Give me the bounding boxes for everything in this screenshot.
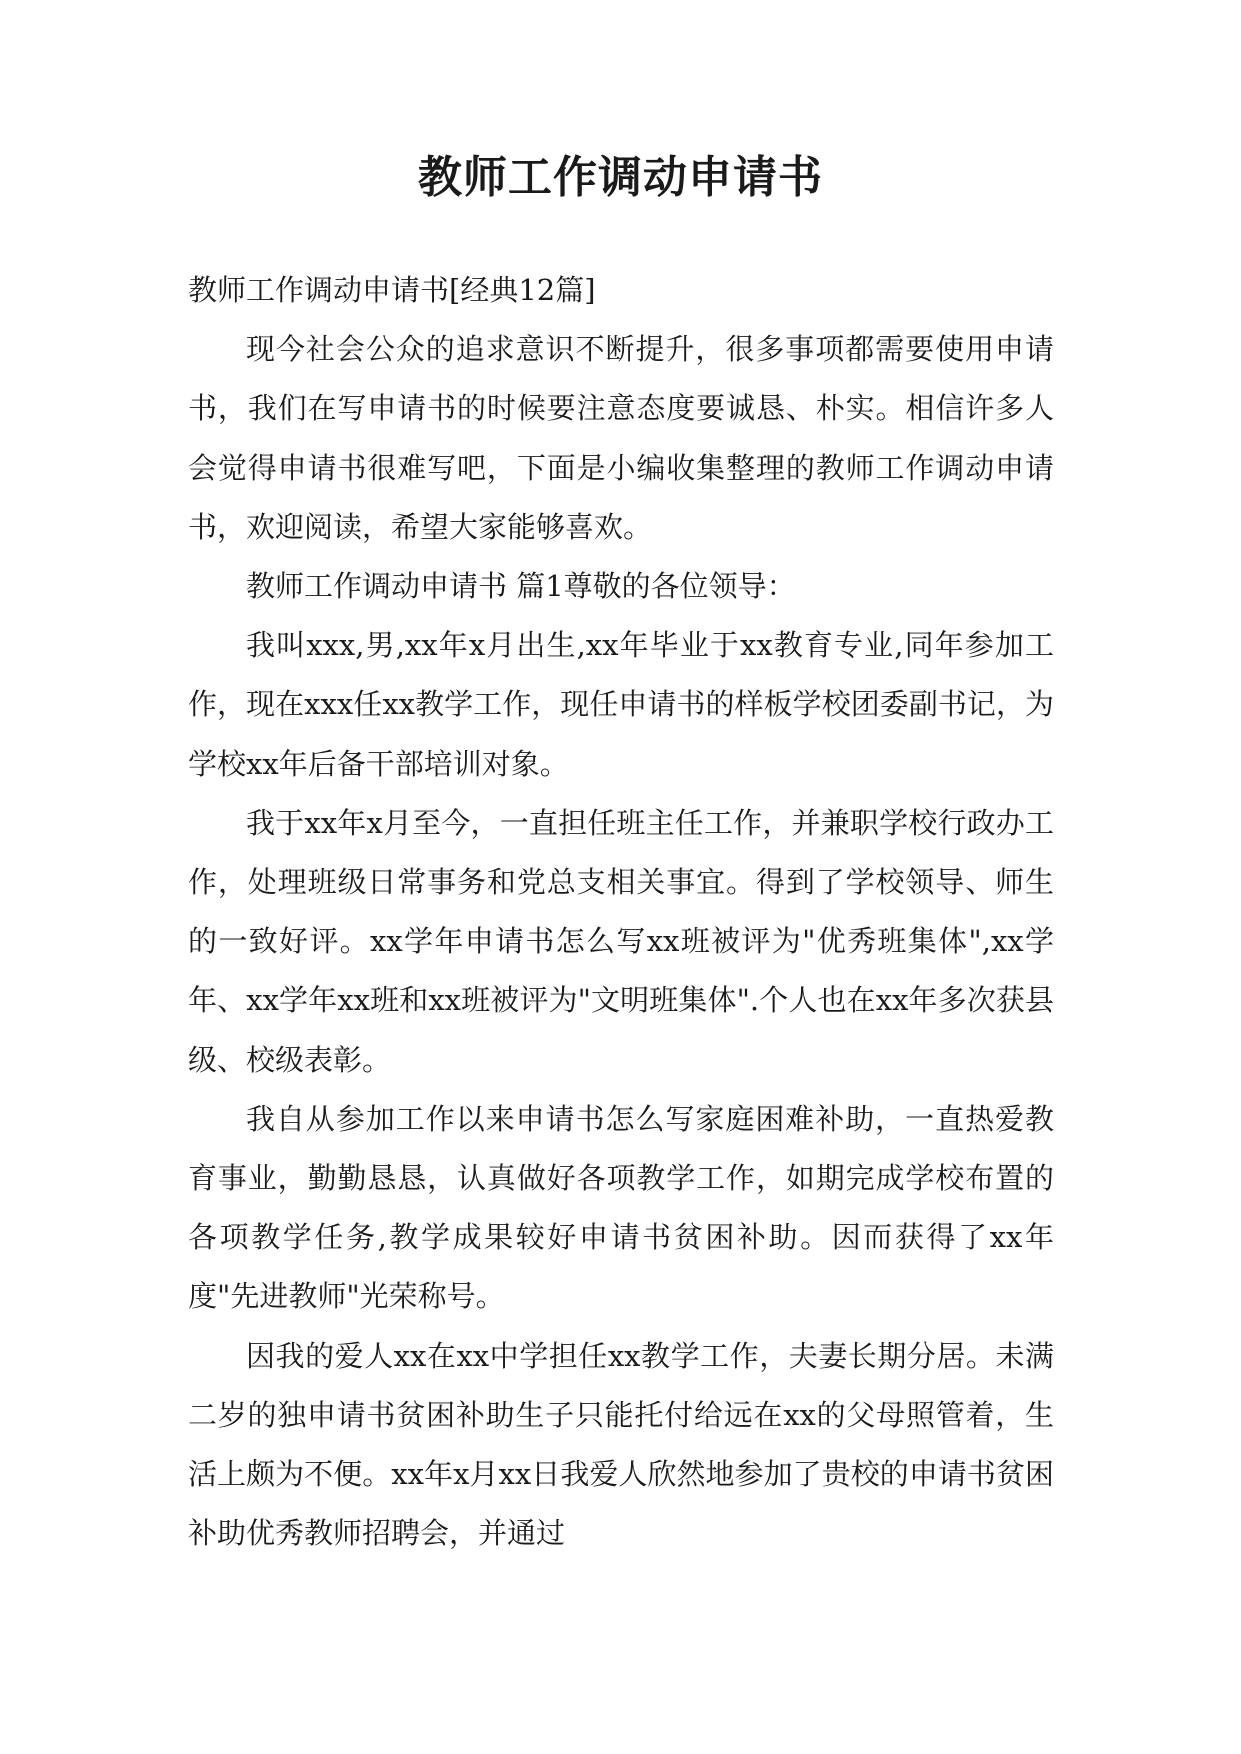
paragraph-salutation: 教师工作调动申请书 篇1尊敬的各位领导： — [246, 569, 796, 604]
document-title: 教师工作调动申请书 — [418, 152, 823, 203]
paragraph-work-history: 我于xx年x月至今，一直担任班主任工作，并兼职学校行政办工作，处理班级日常事务和党总支相关事宜。得到了学校领导、师生的一致好评。xx学年申请书怎么写xx班被评为"优秀班集体",xx学年、xx学年xx班和xx班被评为"文明班集体".个人也在xx年多次获县级、校级表彰。 — [188, 805, 1054, 1077]
paragraph-achievements: 我自从参加工作以来申请书怎么写家庭困难补助，一直热爱教育事业，勤勤恳恳，认真做好各项教学工作，如期完成学校布置的各项教学任务,教学成果较好申请书贫困补助。因而获得了xx年度"先进教师"光荣称号。 — [188, 1101, 1054, 1314]
document-subtitle: 教师工作调动申请书[经典12篇] — [188, 273, 596, 307]
paragraph-personal-info: 我叫xxx,男,xx年x月出生,xx年毕业于xx教育专业,同年参加工作，现在xxx任xx教学工作，现任申请书的样板学校团委副书记，为学校xx年后备干部培训对象。 — [188, 628, 1054, 781]
paragraph-family-reason: 因我的爱人xx在xx中学担任xx教学工作，夫妻长期分居。未满二岁的独申请书贫困补助生子只能托付给远在xx的父母照管着，生活上颇为不便。xx年x月xx日我爱人欣然地参加了贵校的申请书贫困补助优秀教师招聘会，并通过 — [188, 1338, 1054, 1551]
document-body — [188, 261, 1054, 1563]
paragraph-intro: 现今社会公众的追求意识不断提升，很多事项都需要使用申请书，我们在写申请书的时候要注意态度要诚恳、朴实。相信许多人会觉得申请书很难写吧，下面是小编收集整理的教师工作调动申请书，欢迎阅读，希望大家能够喜欢。 — [188, 332, 1054, 544]
